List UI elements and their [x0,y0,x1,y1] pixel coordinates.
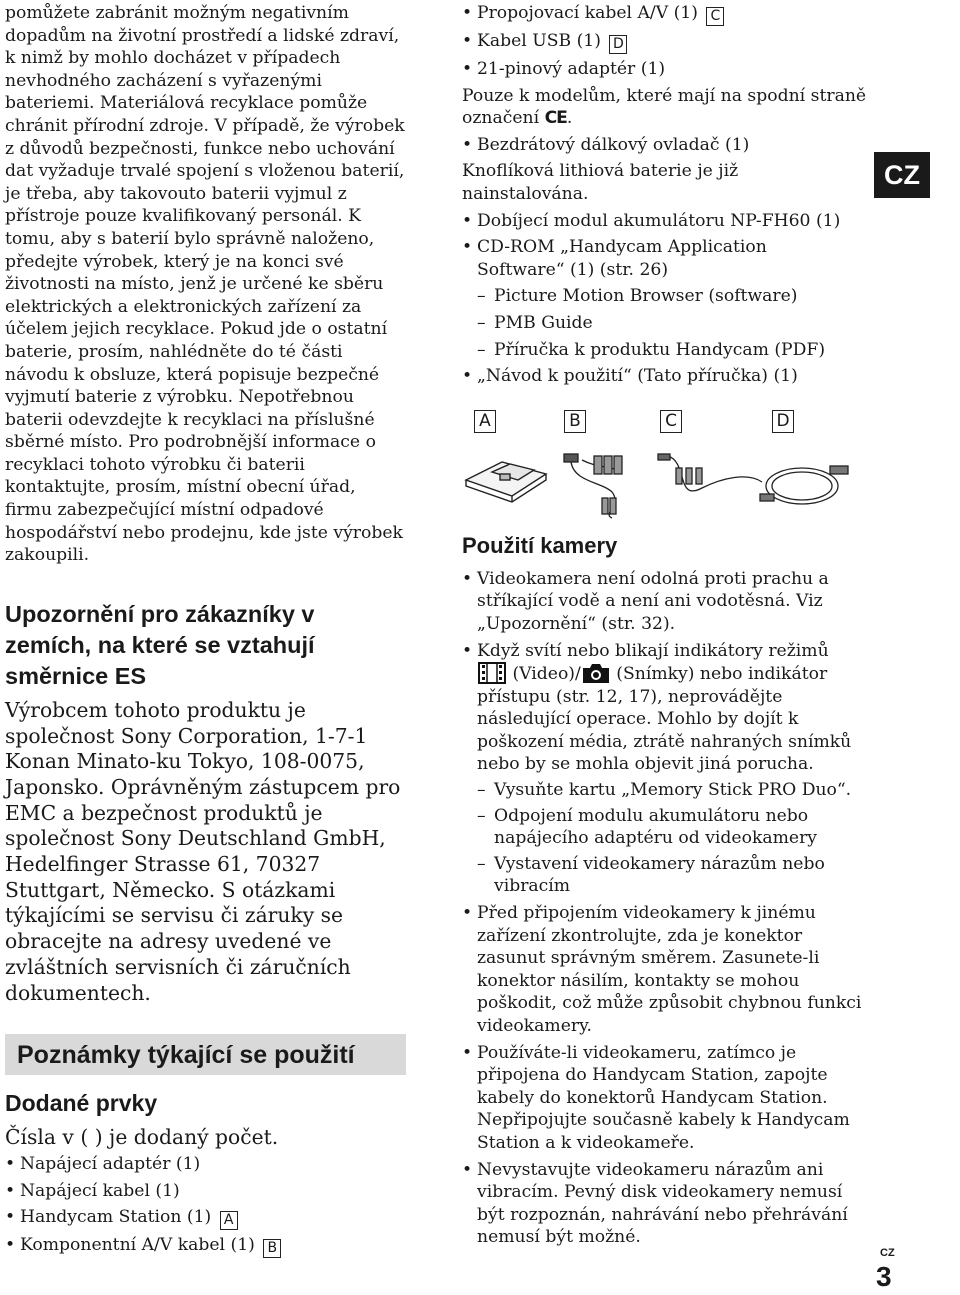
recycling-paragraph: pomůžete zabránit možným negativním dopadům na životní prostředí a lidské zdraví, k nimž by mohlo docházet v případech nevhodného zacházení s vyřazenými bateriemi. Materiálová recyklace pomůže chránit přírodní zdroje. V případě, že výrobek z důvodů bezpečnosti, funkce nebo uchování dat vyžaduje trvalé spojení s vloženou baterií, je třeba, aby takovouto baterii vyjmul z přístroje pouze kvalifikovaný personál. K tomu, aby s baterií bylo správně naloženo, předejte výrobek, který je na konci své životnosti na místo, jenž je určené ke sběru elektrických a elektronických zařízení za účelem jejich recyklace. Pokud jde o ostatní baterie, prosím, nahlédněte do té části návodu k obsluze, která popisuje bezpečné vyjmutí baterie z výrobku. Nepotřebnou baterii odevzdejte k recyklaci na příslušné sběrné místo. Pro podrobnější informace o recyklaci tohoto výrobku či baterii kontaktujte, prosím, místní obecní úřad, firmu zabezpečující místní odpadové hospodářství nebo prodejnu, kde jste výrobek zakoupili. [5,3,405,566]
figure-labels [462,410,872,436]
camera-usage-heading: Použití kamery [462,532,618,558]
letter-c-badge: C [706,7,724,26]
remote-note: Knoflíková lithiová baterie je již nainstalována. [462,161,739,204]
sub-list-item: – Vystavení videokamery nárazům nebo vibracím [462,853,867,898]
list-item: • „Návod k použití“ (Tato příručka) (1) [462,365,872,388]
sub-list-item: – Odpojení modulu akumulátoru nebo napájecího adaptéru od videokamery [462,805,867,850]
list-item: • Napájecí kabel (1) [5,1180,410,1203]
list-item: • CD-ROM „Handycam Application Software“ (1) (str. 26) [462,236,802,281]
letter-b-badge: B [263,1239,281,1258]
ce-mark-icon: CE [544,108,567,129]
more-items-list [462,210,872,388]
list-item: • Před připojením videokamery k jinému zařízení zkontrolujte, zda je konektor zasunut správným směrem. Zasunete-li konektor násilím, kontakty se mohou poškodit, což může způsobit chybnou funkci videokamery. [462,902,867,1038]
sub-list-item: – PMB Guide [462,312,872,335]
letter-d-badge: D [609,35,627,54]
list-item: • 21-pinový adaptér (1) [462,58,872,81]
figure-label-c: C [660,410,682,433]
supplied-list-continued [462,2,872,81]
figure-label-d: D [772,410,794,433]
supplied-heading: Dodané prvky [5,1090,158,1117]
component-av-cable-figure [564,454,622,518]
photo-mode-icon [581,662,611,684]
supplied-list [5,1153,410,1258]
av-connecting-cable-figure [658,454,762,491]
ce-note: Pouze k modelům, které mají na spodní straně označení CE. [462,85,867,129]
list-item: • Napájecí adaptér (1) [5,1153,410,1176]
accessories-figure [462,452,872,522]
handycam-station-figure [466,462,546,502]
eu-notice-heading: Upozornění pro zákazníky v zemích, na které se vztahují směrnice ES [5,600,315,689]
page-number: 3 [876,1261,892,1292]
video-mode-icon [477,662,507,684]
list-item: • Nevystavujte videokameru nárazům ani vibracím. Pevný disk videokamery nemusí být rozpoznán, nahrávání nebo přehrávání nemusí být možné. [462,1159,867,1249]
eu-notice-paragraph: Výrobcem tohoto produktu je společnost Sony Corporation, 1-7-1 Konan Minato-ku Tokyo, 108-0075, Japonsko. Oprávněným zástupcem pro EMC a bezpečnost produktů je společnost Sony Deutschland GmbH, Hedelfinger Strasse 61, 70327 Stuttgart, Německo. S otázkami týkajícími se servisu či záruky se obracejte na adresy uvedené ve zvláštních servisních či záručních dokumentech. [5,697,401,1005]
list-item: • Komponentní A/V kabel (1) B [5,1234,410,1258]
sub-list-item: – Vysuňte kartu „Memory Stick PRO Duo“. [462,779,867,802]
list-item: • Bezdrátový dálkový ovladač (1) [462,134,872,157]
left-column [5,0,410,1258]
list-item: • Kabel USB (1) D [462,30,872,54]
letter-a-badge: A [220,1211,238,1230]
usb-cable-figure [760,466,848,504]
list-item: • Dobíjecí modul akumulátoru NP-FH60 (1) [462,210,872,233]
language-tab: CZ [874,152,930,198]
notes-heading: Poznámky týkající se použití [17,1041,355,1070]
figure-label-b: B [564,410,586,433]
supplied-intro: Čísla v ( ) je dodaný počet. [5,1125,279,1150]
list-item: • Když svítí nebo blikají indikátory režimů (Video)/ (Snímky) nebo indikátor přístupu (str. 12, 17), neprovádějte následující operace. Mohlo by dojít k poškození média, ztrátě nahraných snímků nebo by se mohla objevit jiná porucha. [462,640,867,777]
accessories-illustration [462,452,872,522]
list-item: • Propojovací kabel A/V (1) C [462,2,872,26]
right-column [462,0,872,1249]
figure-label-a: A [474,410,496,433]
camera-usage-list [462,568,867,1249]
list-item: • Používáte-li videokameru, zatímco je připojena do Handycam Station, zapojte kabely do konektorů Handycam Station. Nepřipojujte současně kabely k Handycam Station a k videokameře. [462,1042,867,1155]
sub-list-item: – Příručka k produktu Handycam (PDF) [462,339,872,362]
list-item: • Handycam Station (1) A [5,1206,410,1230]
remote-list [462,134,872,157]
list-item: • Videokamera není odolná proti prachu a stříkající vodě a není ani vodotěsná. Viz „Upozornění“ (str. 32). [462,568,867,636]
sub-list-item: – Picture Motion Browser (software) [462,285,872,308]
notes-heading-box [5,1034,406,1075]
footer-language: CZ [880,1247,895,1259]
